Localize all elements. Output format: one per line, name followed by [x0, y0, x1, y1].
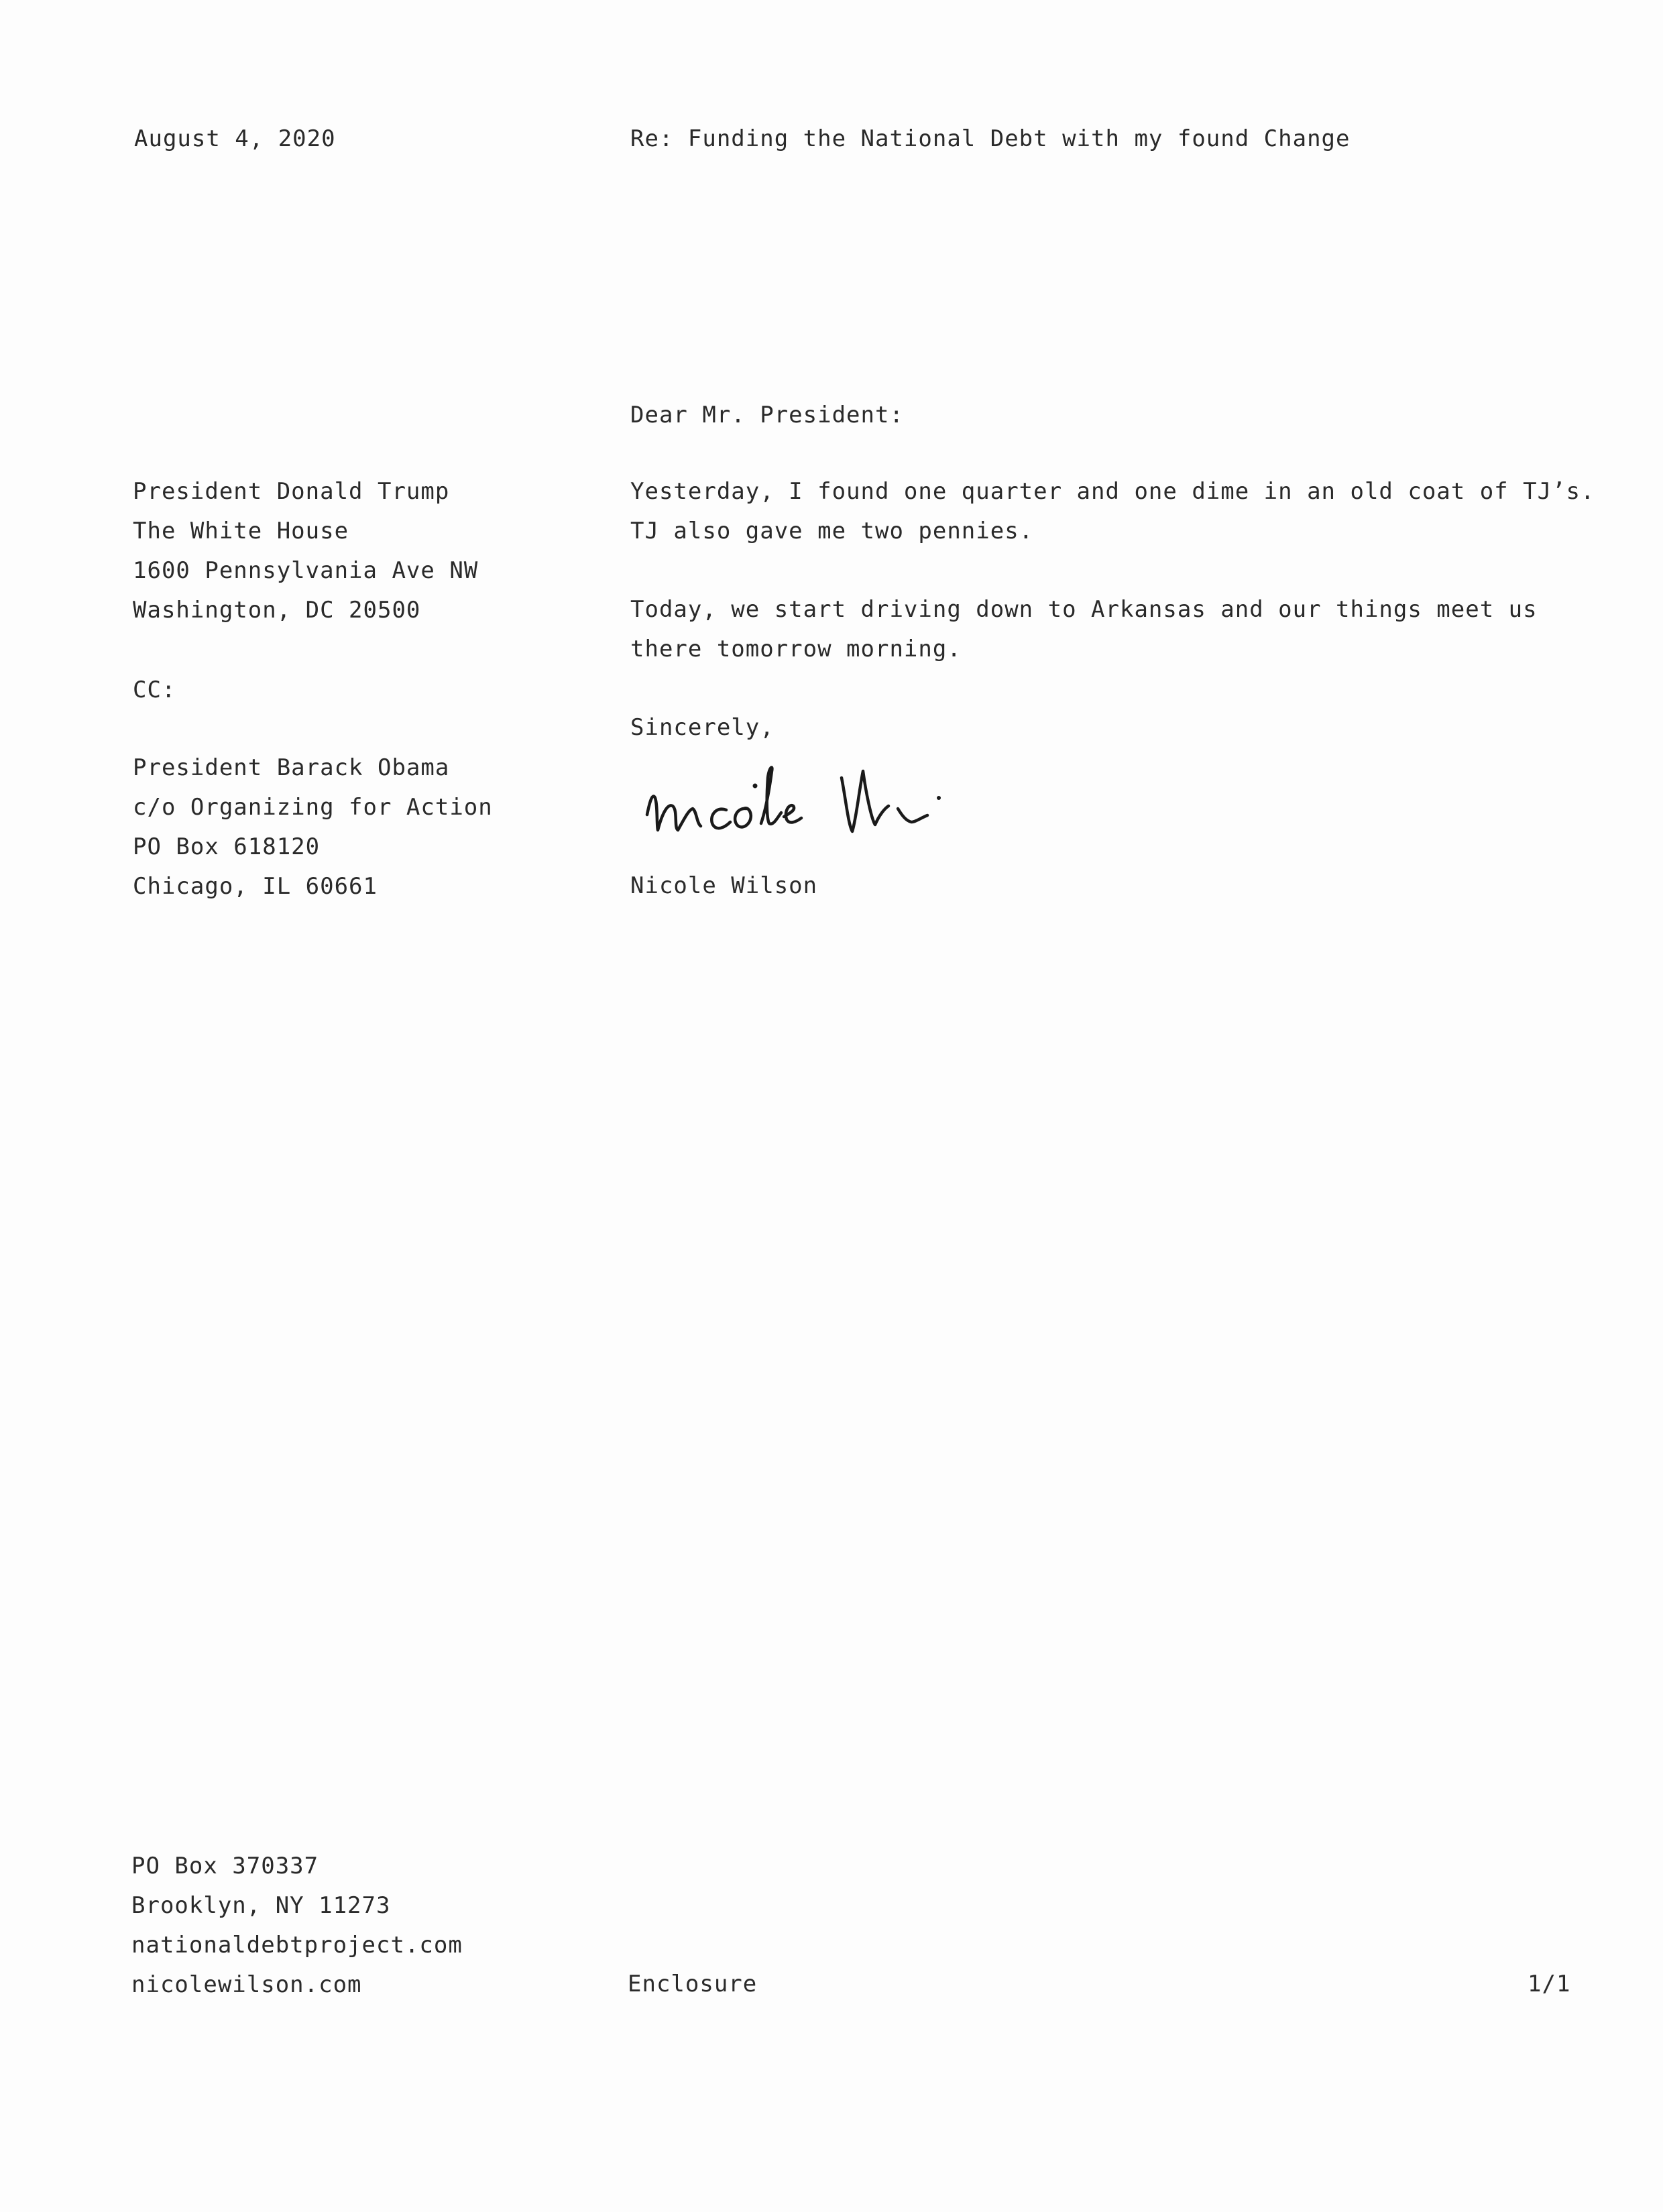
body-line: there tomorrow morning.	[630, 636, 962, 662]
enclosure-text: Enclosure	[628, 1971, 758, 1997]
salutation	[630, 396, 904, 435]
sender-line: nationaldebtproject.com	[131, 1932, 463, 1959]
cc-recipient-address	[133, 748, 493, 907]
signer-name	[630, 866, 817, 906]
handwritten-signature	[640, 751, 1002, 858]
recipient-line: The White House	[133, 518, 349, 544]
body-paragraph-2	[630, 590, 1538, 669]
recipient-address	[133, 472, 478, 630]
sender-address	[131, 1847, 463, 2005]
cc-recipient-line: Chicago, IL 60661	[133, 873, 378, 900]
letter-subject	[630, 119, 1351, 159]
sender-line: nicolewilson.com	[131, 1971, 362, 1998]
closing-text: Sincerely,	[630, 714, 775, 741]
cc-recipient-line: PO Box 618120	[133, 833, 321, 860]
letter-date	[134, 119, 336, 159]
page-number	[1528, 1965, 1570, 2004]
signature-dot	[753, 784, 758, 789]
sender-line: PO Box 370337	[131, 1853, 319, 1879]
recipient-line: Washington, DC 20500	[133, 597, 421, 624]
enclosure-note	[628, 1965, 757, 2004]
page-number-text: 1/1	[1528, 1971, 1571, 1997]
signature-drawing	[640, 751, 1002, 858]
date-text: August 4, 2020	[134, 125, 336, 152]
signer-name-text: Nicole Wilson	[630, 872, 818, 899]
closing	[630, 708, 775, 748]
cc-label-text: CC:	[133, 677, 176, 703]
cc-label	[133, 671, 176, 710]
recipient-line: 1600 Pennsylvania Ave NW	[133, 557, 479, 584]
signature-dot	[937, 796, 941, 800]
subject-text: Re: Funding the National Debt with my found Change	[630, 125, 1351, 152]
cc-recipient-line: c/o Organizing for Action	[133, 794, 493, 821]
cc-recipient-line: President Barack Obama	[133, 754, 450, 781]
body-line: Yesterday, I found one quarter and one dime in an old coat of TJ’s.	[630, 478, 1595, 505]
sender-line: Brooklyn, NY 11273	[131, 1892, 391, 1919]
body-line: Today, we start driving down to Arkansas and our things meet us	[630, 596, 1538, 623]
recipient-line: President Donald Trump	[133, 478, 450, 505]
body-paragraph-1	[630, 472, 1595, 551]
body-line: TJ also gave me two pennies.	[630, 518, 1034, 544]
salutation-text: Dear Mr. President:	[630, 402, 904, 428]
